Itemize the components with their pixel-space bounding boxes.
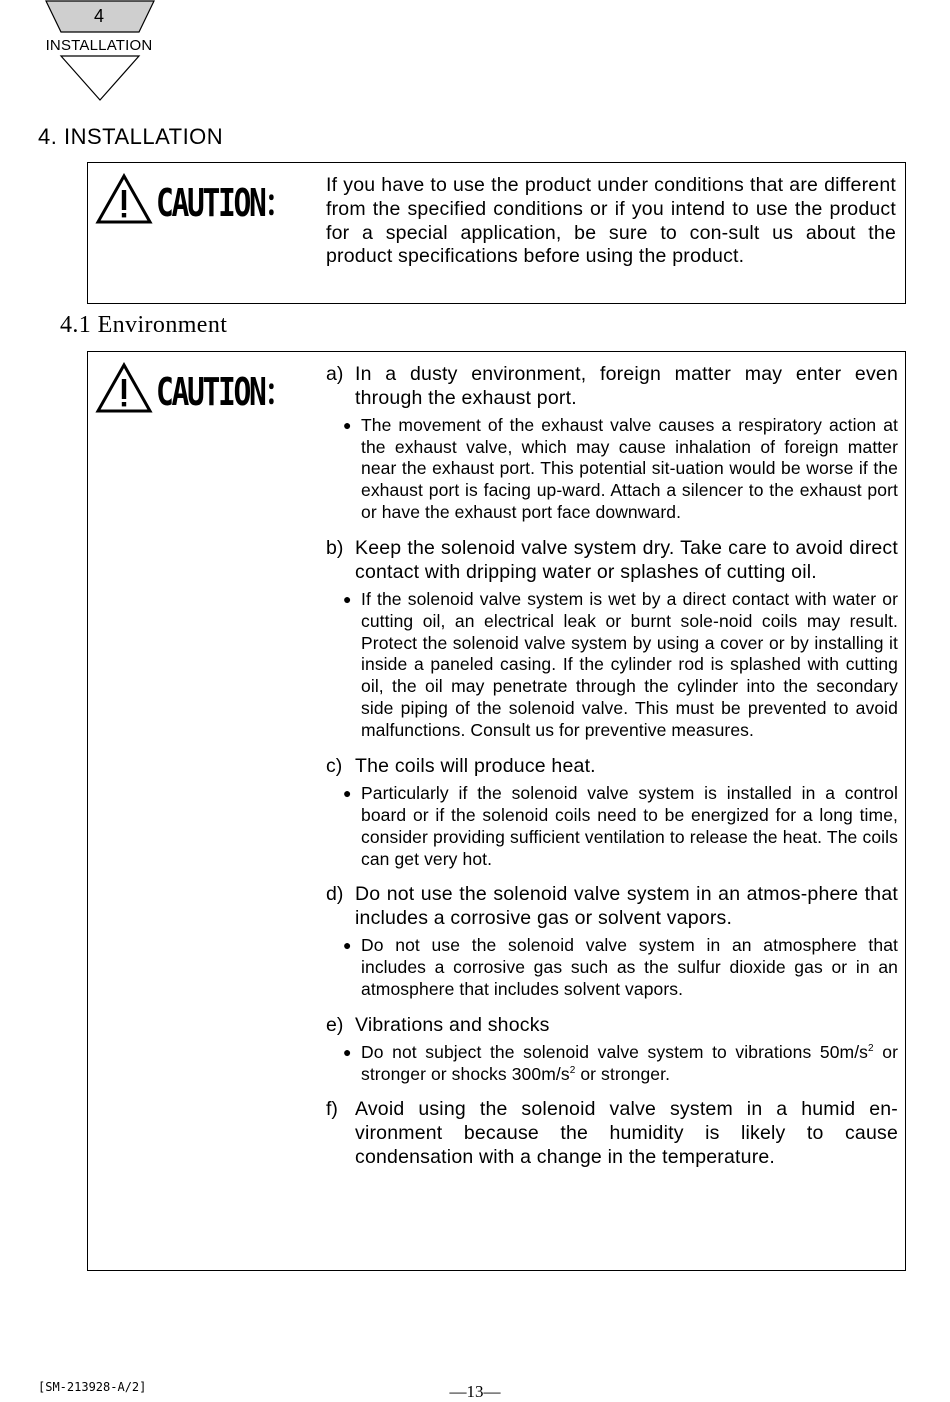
bullet-text: Do not use the solenoid valve system in an atmosphere that includes a corrosive gas such as the sulfur dioxide gas or in an atmosphere that includes solvent vapors. [361, 935, 898, 999]
bullet-text: Particularly if the solenoid valve system is installed in a control board or if the solenoid coils need to be energized for a long time, consider providing sufficient ventilation to release the heat. The coils can get very hot. [361, 782, 898, 869]
bullet-icon: ● [343, 1043, 352, 1060]
chapter-tab-label: INSTALLATION [45, 37, 153, 54]
caution-header [95, 362, 330, 414]
item-letter: a) [326, 363, 344, 385]
environment-items [326, 363, 898, 1183]
bullet-note [343, 783, 898, 871]
bullet-text: If the solenoid valve system is wet by a direct contact with water or cutting oil, an electrical leak or burnt sole-noid coils may result. Protect the solenoid valve system by using a cover or by installing it inside a paneled casing. If the cylinder rod is splashed with cutting oil, the oil may penetrate through the cylinder into the secondary side piping of the solenoid valve. This must be prevented to avoid malfunctions. Consult us for preventive measures. [361, 588, 898, 741]
chapter-title: 4. INSTALLATION [38, 124, 224, 149]
bullet-note [343, 415, 898, 525]
item-text: Do not use the solenoid valve system in an atmos-phere that includes a corrosive gas or solvent vapors. [355, 883, 898, 930]
item-text: In a dusty environment, foreign matter may enter even through the exhaust port. [355, 363, 898, 409]
chapter-tab [38, 0, 160, 102]
bullet-note [343, 1042, 898, 1086]
chapter-tab-number: 4 [93, 6, 104, 26]
list-item [326, 537, 898, 742]
list-item [326, 755, 898, 870]
item-letter: f) [326, 1098, 338, 1121]
item-text: Avoid using the solenoid valve system in a humid en-vironment because the humidity is likely to cause condensation with a change in the temperature. [355, 1098, 898, 1168]
item-letter: b) [326, 537, 344, 560]
item-letter: d) [326, 883, 344, 906]
bullet-icon: ● [343, 416, 352, 433]
bullet-icon: ● [343, 937, 352, 954]
section-title: 4.1 Environment [60, 312, 228, 338]
item-letter: c) [326, 755, 343, 778]
caution-general-text: If you have to use the product under conditions that are different from the specified conditions or if you intend to use the product for a special application, be sure to con-sult us about the product specifications before using the product. [326, 174, 896, 268]
item-text: Keep the solenoid valve system dry. Take care to avoid direct contact with dripping water or splashes of cutting oil. [355, 537, 898, 583]
caution-label: CAUTION： [156, 180, 292, 225]
list-item [326, 1014, 898, 1086]
item-text: The coils will produce heat. [355, 755, 596, 778]
warning-icon [95, 173, 153, 225]
list-item [326, 1098, 898, 1169]
warning-icon [95, 362, 153, 414]
bullet-note [343, 935, 898, 1001]
bullet-icon: ● [343, 784, 352, 801]
caution-box-general [87, 162, 906, 304]
bullet-text: Do not subject the solenoid valve system to vibrations $50m/s^2$ or stronger or shocks $300m/s^2$ or stronger. [361, 1041, 899, 1084]
list-item [326, 363, 898, 524]
caution-label: CAUTION： [156, 369, 292, 414]
document-id: [SM-213928-A/2] [38, 1380, 147, 1394]
caution-header [95, 173, 330, 225]
caution-box-environment [87, 351, 906, 1271]
bullet-note [343, 589, 898, 742]
item-text: Vibrations and shocks [355, 1013, 550, 1036]
bullet-text: The movement of the exhaust valve causes a respiratory action at the exhaust valve, which may cause inhalation of foreign matter near the exhaust port. This potential sit-uation would be worse if the exhaust port is facing up-ward. Attach a silencer to the exhaust port or have the exhaust port face downward. [361, 414, 898, 523]
list-item [326, 883, 898, 1000]
bullet-icon: ● [343, 590, 352, 607]
page-number: ―13― [449, 1382, 501, 1401]
item-letter: e) [326, 1013, 344, 1036]
